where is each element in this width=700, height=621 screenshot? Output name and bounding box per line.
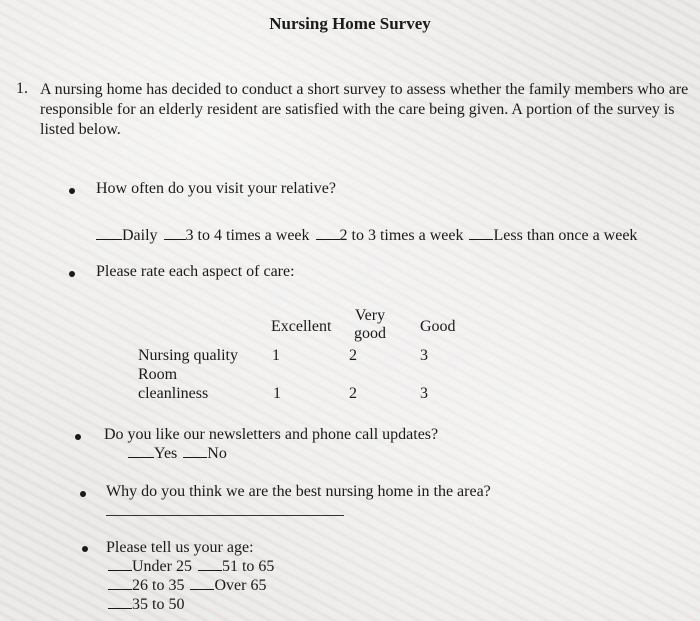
age-option-under25: Under 25	[132, 558, 192, 575]
visit-prompt: How often do you visit your relative?	[96, 180, 336, 197]
visit-2to3-blank[interactable]	[316, 225, 340, 240]
rate-value[interactable]: 3	[420, 385, 428, 402]
bullet-icon	[80, 491, 86, 497]
newsletter-options-row	[128, 443, 227, 463]
rate-prompt: Please rate each aspect of care:	[96, 263, 295, 280]
bullet-icon	[75, 434, 81, 440]
visit-option-daily: Daily	[122, 227, 158, 244]
rate-row-label: cleanliness	[138, 385, 209, 402]
page-title: Nursing Home Survey	[269, 14, 431, 33]
age-row-3	[108, 594, 184, 614]
age-option-35to50: 35 to 50	[132, 596, 185, 613]
rate-value[interactable]: 2	[349, 385, 357, 402]
newsletter-option-no: No	[207, 445, 227, 462]
age-over65-blank[interactable]	[190, 575, 214, 590]
age-row-1	[108, 556, 274, 576]
bullet-icon	[69, 188, 75, 194]
age-option-26to35: 26 to 35	[132, 577, 185, 594]
question-text: A nursing home has decided to conduct a short survey to assess whether the family members who are responsible for an elderly resident are satisfied with the care being given. A portion of the survey is listed below.	[40, 81, 689, 138]
age-51to65-blank[interactable]	[198, 556, 222, 571]
question-number: 1.	[16, 80, 28, 97]
bullet-icon	[82, 546, 88, 552]
newsletter-prompt: Do you like our newsletters and phone call updates?	[104, 426, 439, 443]
rate-value[interactable]: 1	[273, 385, 281, 402]
rate-header-very-good: Very good	[354, 307, 386, 342]
age-prompt: Please tell us your age:	[106, 539, 254, 556]
age-option-51to65: 51 to 65	[221, 558, 275, 575]
age-26to35-blank[interactable]	[108, 575, 132, 590]
newsletter-no-blank[interactable]	[183, 443, 207, 458]
rate-row-label: Room	[138, 366, 178, 383]
visit-option-less: Less than once a week	[493, 227, 638, 244]
best-prompt: Why do you think we are the best nursing home in the area?	[106, 483, 491, 500]
newsletter-option-yes: Yes	[154, 445, 178, 462]
age-option-over65: Over 65	[214, 577, 267, 594]
rate-row-label: Nursing quality	[138, 347, 238, 364]
age-under25-blank[interactable]	[108, 556, 132, 571]
visit-options-row	[96, 225, 637, 245]
rate-value[interactable]: 2	[349, 347, 357, 364]
rate-value[interactable]: 3	[420, 347, 428, 364]
visit-daily-blank[interactable]	[96, 225, 122, 240]
rate-header-excellent: Excellent	[271, 318, 332, 335]
bullet-icon	[69, 271, 75, 277]
visit-less-blank[interactable]	[469, 225, 493, 240]
age-row-2	[108, 575, 266, 595]
rate-header-good: Good	[420, 318, 456, 335]
visit-3to4-blank[interactable]	[164, 225, 186, 240]
age-35to50-blank[interactable]	[108, 594, 132, 609]
visit-option-3to4: 3 to 4 times a week	[185, 227, 310, 244]
newsletter-yes-blank[interactable]	[128, 443, 154, 458]
rate-value[interactable]: 1	[272, 347, 280, 364]
best-answer-line[interactable]	[106, 515, 344, 516]
visit-option-2to3: 2 to 3 times a week	[339, 227, 464, 244]
